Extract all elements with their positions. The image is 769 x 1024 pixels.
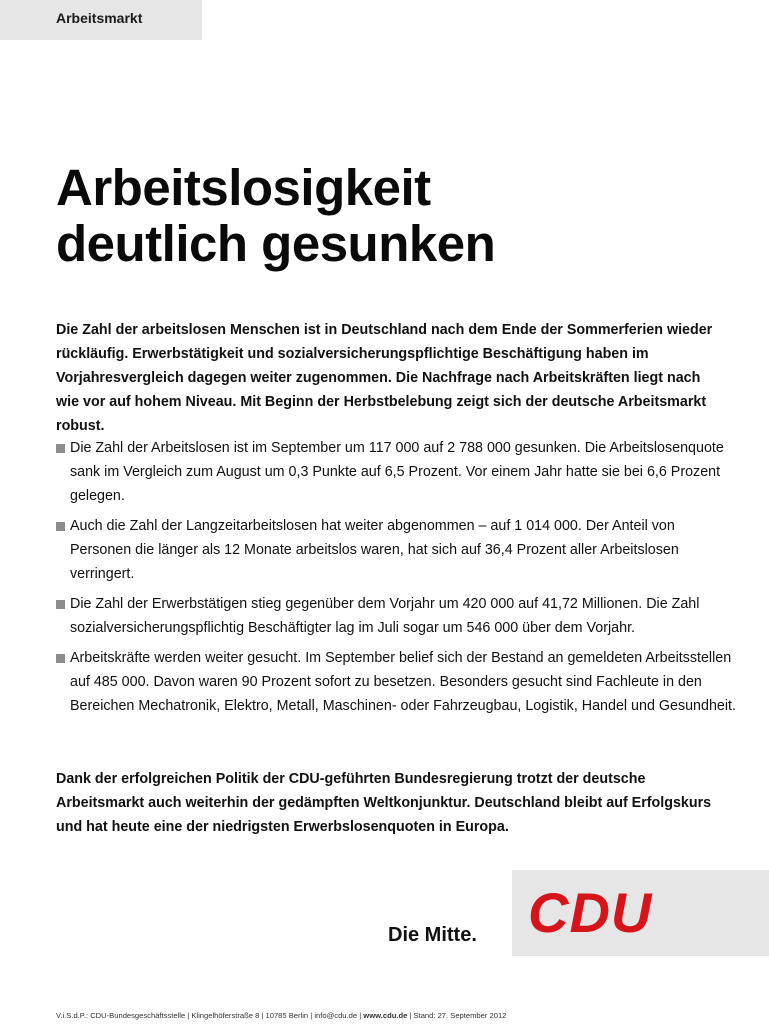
- topic-tab: [0, 0, 202, 40]
- list-item: [56, 592, 736, 640]
- fact-text: Die Zahl der Arbeitslosen ist im September um 117 000 auf 2 788 000 gesunken. Die Arbeitslosenquote sank im Vergleich zum August um 0,3 Punkte auf 6,5 Prozent. Vor einem Jahr hatte sie bei 6,6 Prozent gelegen.: [70, 440, 724, 504]
- title-line-2: deutlich gesunken: [56, 215, 496, 272]
- website-link[interactable]: www.cdu.de: [363, 1011, 408, 1020]
- square-bullet-icon: [56, 444, 65, 453]
- fact-text: Die Zahl der Erwerbstätigen stieg gegenüber dem Vorjahr um 420 000 auf 41,72 Millionen. Die Zahl sozialversicherungspflichtig Beschäftigter lag im Juli sogar um 546 000 über dem Vorjahr.: [70, 596, 700, 636]
- imprint-date: | Stand: 27. September 2012: [407, 1011, 507, 1020]
- cdu-logo-text: CDU: [528, 881, 653, 944]
- imprint-text: V.i.S.d.P.: CDU-Bundesgeschäftsstelle | Klingelhöferstraße 8 | 10785 Berlin | info@cdu.de |: [56, 1011, 364, 1020]
- fact-list: [56, 436, 736, 724]
- cdu-logo: [512, 870, 769, 956]
- slogan: Die Mitte.: [388, 924, 477, 946]
- list-item: [56, 646, 736, 718]
- square-bullet-icon: [56, 600, 65, 609]
- closing-paragraph: Dank der erfolgreichen Politik der CDU-geführten Bundesregierung trotzt der deutsche Arbeitsmarkt auch weiterhin der gedämpften Weltkonjunktur. Deutschland bleibt auf Erfolgskurs und hat heute eine der niedrigsten Erwerbslosenquoten in Europa.: [56, 771, 712, 835]
- square-bullet-icon: [56, 654, 65, 663]
- fact-text: Auch die Zahl der Langzeitarbeitslosen hat weiter abgenommen – auf 1 014 000. Der Anteil von Personen die länger als 12 Monate arbeitslos waren, hat sich auf 36,4 Prozent aller Arbeitslosen verringert.: [70, 518, 679, 582]
- square-bullet-icon: [56, 522, 65, 531]
- imprint-footer: [56, 1011, 506, 1020]
- page-title: [56, 160, 736, 272]
- list-item: [56, 514, 736, 586]
- title-line-1: Arbeitslosigkeit: [56, 159, 431, 216]
- intro-paragraph: Die Zahl der arbeitslosen Menschen ist in Deutschland nach dem Ende der Sommerferien wieder rückläufig. Erwerbstätigkeit und sozialversicherungspflichtige Beschäftigung haben im Vorjahresvergleich dagegen weiter zugenommen. Die Nachfrage nach Arbeitskräften liegt nach wie vor auf hohem Niveau. Mit Beginn der Herbstbelebung zeigt sich der deutsche Arbeitsmarkt robust.: [56, 322, 713, 434]
- topic-label: Arbeitsmarkt: [56, 10, 143, 26]
- list-item: [56, 436, 736, 508]
- fact-text: Arbeitskräfte werden weiter gesucht. Im September belief sich der Bestand an gemeldeten Arbeitsstellen auf 485 000. Davon waren 90 Prozent sofort zu besetzen. Besonders gesucht sind Fachleute in den Bereichen Mechatronik, Elektro, Metall, Maschinen- oder Fahrzeugbau, Logistik, Handel und Gesundheit.: [70, 650, 736, 714]
